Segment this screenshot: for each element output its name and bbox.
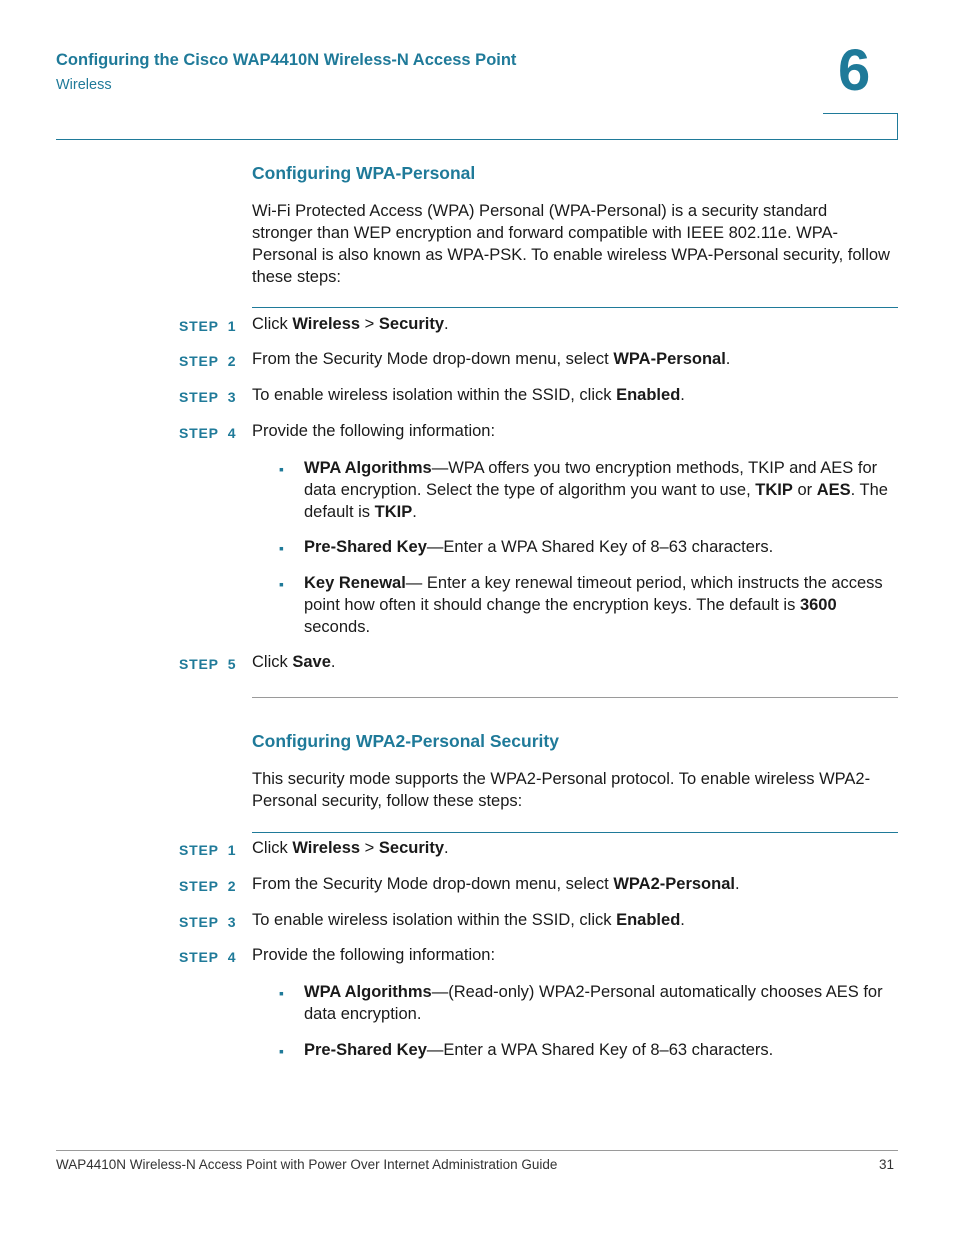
section-divider (252, 697, 898, 698)
step-text: Provide the following information: (252, 946, 496, 964)
bullet-marker: ▪ (279, 576, 284, 592)
step-text: To enable wireless isolation within the SSID, click Enabled. (252, 911, 685, 929)
bullet-text: Pre-Shared Key—Enter a WPA Shared Key of 8–63 characters. (304, 538, 774, 556)
step-label: STEP 4 (179, 425, 237, 441)
header-divider (56, 139, 898, 140)
step-text: Click Wireless > Security. (252, 315, 449, 333)
chapter-number: 6 (838, 38, 871, 103)
step-text: Click Save. (252, 653, 336, 671)
bullet-marker: ▪ (279, 1043, 284, 1059)
bullet-text: Key Renewal— Enter a key renewal timeout period, which instructs the access point how often it should change the encryption keys. The default is 3600 seconds. (304, 574, 883, 636)
footer-divider (56, 1150, 898, 1151)
section-intro-wpa-personal: Wi-Fi Protected Access (WPA) Personal (WPA-Personal) is a security standard stronger than WEP encryption and forward compatible with IEEE 802.11e. WPA-Personal is also known as WPA-PSK. To enable wireless WPA-Personal security, follow these steps: (252, 202, 890, 286)
running-header-section: Wireless (56, 77, 112, 93)
steps-divider (252, 832, 898, 833)
step-label: STEP 2 (179, 353, 237, 369)
footer-title: WAP4410N Wireless-N Access Point with Power Over Internet Administration Guide (56, 1157, 558, 1172)
page-number: 31 (879, 1157, 895, 1172)
section-heading-wpa-personal: Configuring WPA-Personal (252, 163, 476, 183)
step-label: STEP 3 (179, 389, 237, 405)
chapter-box-decoration (823, 113, 898, 139)
step-text: Provide the following information: (252, 422, 496, 440)
step-text: Click Wireless > Security. (252, 839, 449, 857)
bullet-text: WPA Algorithms—(Read-only) WPA2-Personal automatically chooses AES for data encryption. (304, 983, 883, 1023)
running-header-title: Configuring the Cisco WAP4410N Wireless-N Access Point (56, 51, 517, 69)
section-intro-wpa2-personal: This security mode supports the WPA2-Personal protocol. To enable wireless WPA2-Personal security, follow these steps: (252, 770, 871, 810)
bullet-marker: ▪ (279, 985, 284, 1001)
steps-divider (252, 307, 898, 308)
step-label: STEP 3 (179, 914, 237, 930)
step-text: From the Security Mode drop-down menu, select WPA2-Personal. (252, 875, 740, 893)
step-label: STEP 1 (179, 318, 237, 334)
bullet-text: Pre-Shared Key—Enter a WPA Shared Key of 8–63 characters. (304, 1041, 774, 1059)
step-text: From the Security Mode drop-down menu, select WPA-Personal. (252, 350, 731, 368)
step-text: To enable wireless isolation within the SSID, click Enabled. (252, 386, 685, 404)
step-label: STEP 1 (179, 842, 237, 858)
step-label: STEP 2 (179, 878, 237, 894)
step-label: STEP 5 (179, 656, 237, 672)
bullet-text: WPA Algorithms—WPA offers you two encryption methods, TKIP and AES for data encryption. Select the type of algorithm you want to use, TKIP or AES. The default is TKIP. (304, 459, 888, 521)
bullet-marker: ▪ (279, 461, 284, 477)
step-label: STEP 4 (179, 949, 237, 965)
section-heading-wpa2-personal: Configuring WPA2-Personal Security (252, 731, 559, 751)
bullet-marker: ▪ (279, 540, 284, 556)
